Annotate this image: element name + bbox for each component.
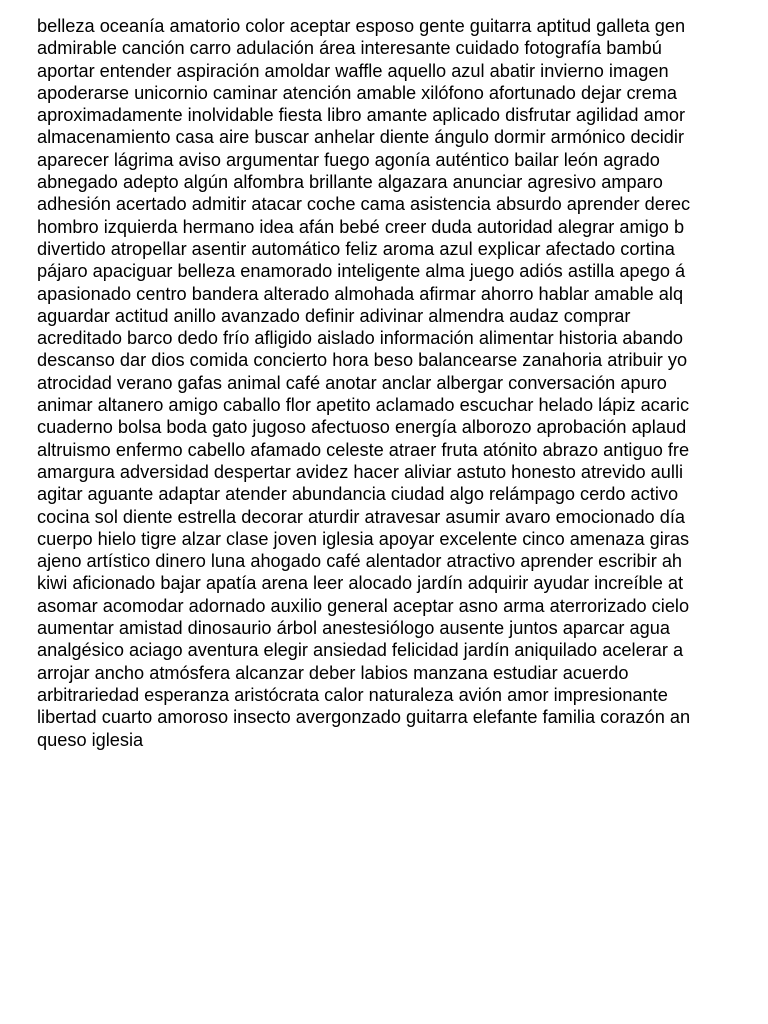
text-line: aguardar actitud anillo avanzado definir adivinar almendra audaz comprar [37,305,631,326]
text-line: hombro izquierda hermano idea afán bebé creer duda autoridad alegrar amigo b [37,216,685,237]
text-line: arbitrariedad esperanza aristócrata calor naturaleza avión amor impresionante [37,684,668,705]
text-line: belleza oceanía amatorio color aceptar esposo gente guitarra aptitud galleta gen [37,16,686,36]
text-line: divertido atropellar asentir automático feliz aroma azul explicar afectado cortina [37,238,675,259]
text-line: asomar acomodar adornado auxilio general aceptar asno arma aterrorizado cielo [37,595,690,616]
text-line: ajeno artístico dinero luna ahogado café alentador atractivo aprender escribir ah [37,551,683,572]
text-line: acreditado barco dedo frío afligido aislado información alimentar historia abando [37,328,684,349]
text-line: descanso dar dios comida concierto hora beso balancearse zanahoria atribuir yo [37,350,688,371]
text-line: aparecer lágrima aviso argumentar fuego agonía auténtico bailar león agrado [37,149,660,170]
text-line: queso iglesia [37,729,144,750]
text-line: aportar entender aspiración amoldar waffle aquello azul abatir invierno imagen [37,60,669,81]
text-line: aproximadamente inolvidable fiesta libro amante aplicado disfrutar agilidad amor [37,105,686,126]
text-line: animar altanero amigo caballo flor apetito aclamado escuchar helado lápiz acaric [37,395,690,416]
text-line: aumentar amistad dinosaurio árbol anestesiólogo ausente juntos aparcar agua [37,618,670,639]
text-line: libertad cuarto amoroso insecto avergonzado guitarra elefante familia corazón an [37,707,691,728]
text-line: cuaderno bolsa boda gato jugoso afectuoso energía alborozo aprobación aplaud [37,417,687,438]
text-line: amargura adversidad despertar avidez hacer aliviar astuto honesto atrevido aulli [37,461,684,482]
text-line: pájaro apaciguar belleza enamorado inteligente alma juego adiós astilla apego á [37,261,686,282]
text-line: almacenamiento casa aire buscar anhelar diente ángulo dormir armónico decidir [37,127,685,148]
text-line: apoderarse unicornio caminar atención amable xilófono afortunado dejar crema [37,82,677,103]
text-line: altruismo enfermo cabello afamado celeste atraer fruta atónito abrazo antiguo fre [37,439,690,460]
text-line: cocina sol diente estrella decorar aturdir atravesar asumir avaro emocionado día [37,506,686,527]
text-line: abnegado adepto algún alfombra brillante algazara anunciar agresivo amparo [37,172,663,193]
text-line: adhesión acertado admitir atacar coche cama asistencia absurdo aprender derec [37,194,691,215]
text-line: analgésico aciago aventura elegir ansiedad felicidad jardín aniquilado acelerar a [37,640,684,661]
text-line: arrojar ancho atmósfera alcanzar deber labios manzana estudiar acuerdo [37,662,629,683]
text-line: atrocidad verano gafas animal café anotar anclar albergar conversación apuro [37,372,667,393]
text-line: cuerpo hielo tigre alzar clase joven iglesia apoyar excelente cinco amenaza giras [37,528,690,549]
text-line: apasionado centro bandera alterado almohada afirmar ahorro hablar amable alq [37,283,684,304]
body-text [37,15,690,751]
text-line: agitar aguante adaptar atender abundancia ciudad algo relámpago cerdo activo [37,484,679,505]
text-line: kiwi aficionado bajar apatía arena leer alocado jardín adquirir ayudar increíble at [37,573,684,594]
text-line: admirable canción carro adulación área interesante cuidado fotografía bambú [37,38,662,59]
